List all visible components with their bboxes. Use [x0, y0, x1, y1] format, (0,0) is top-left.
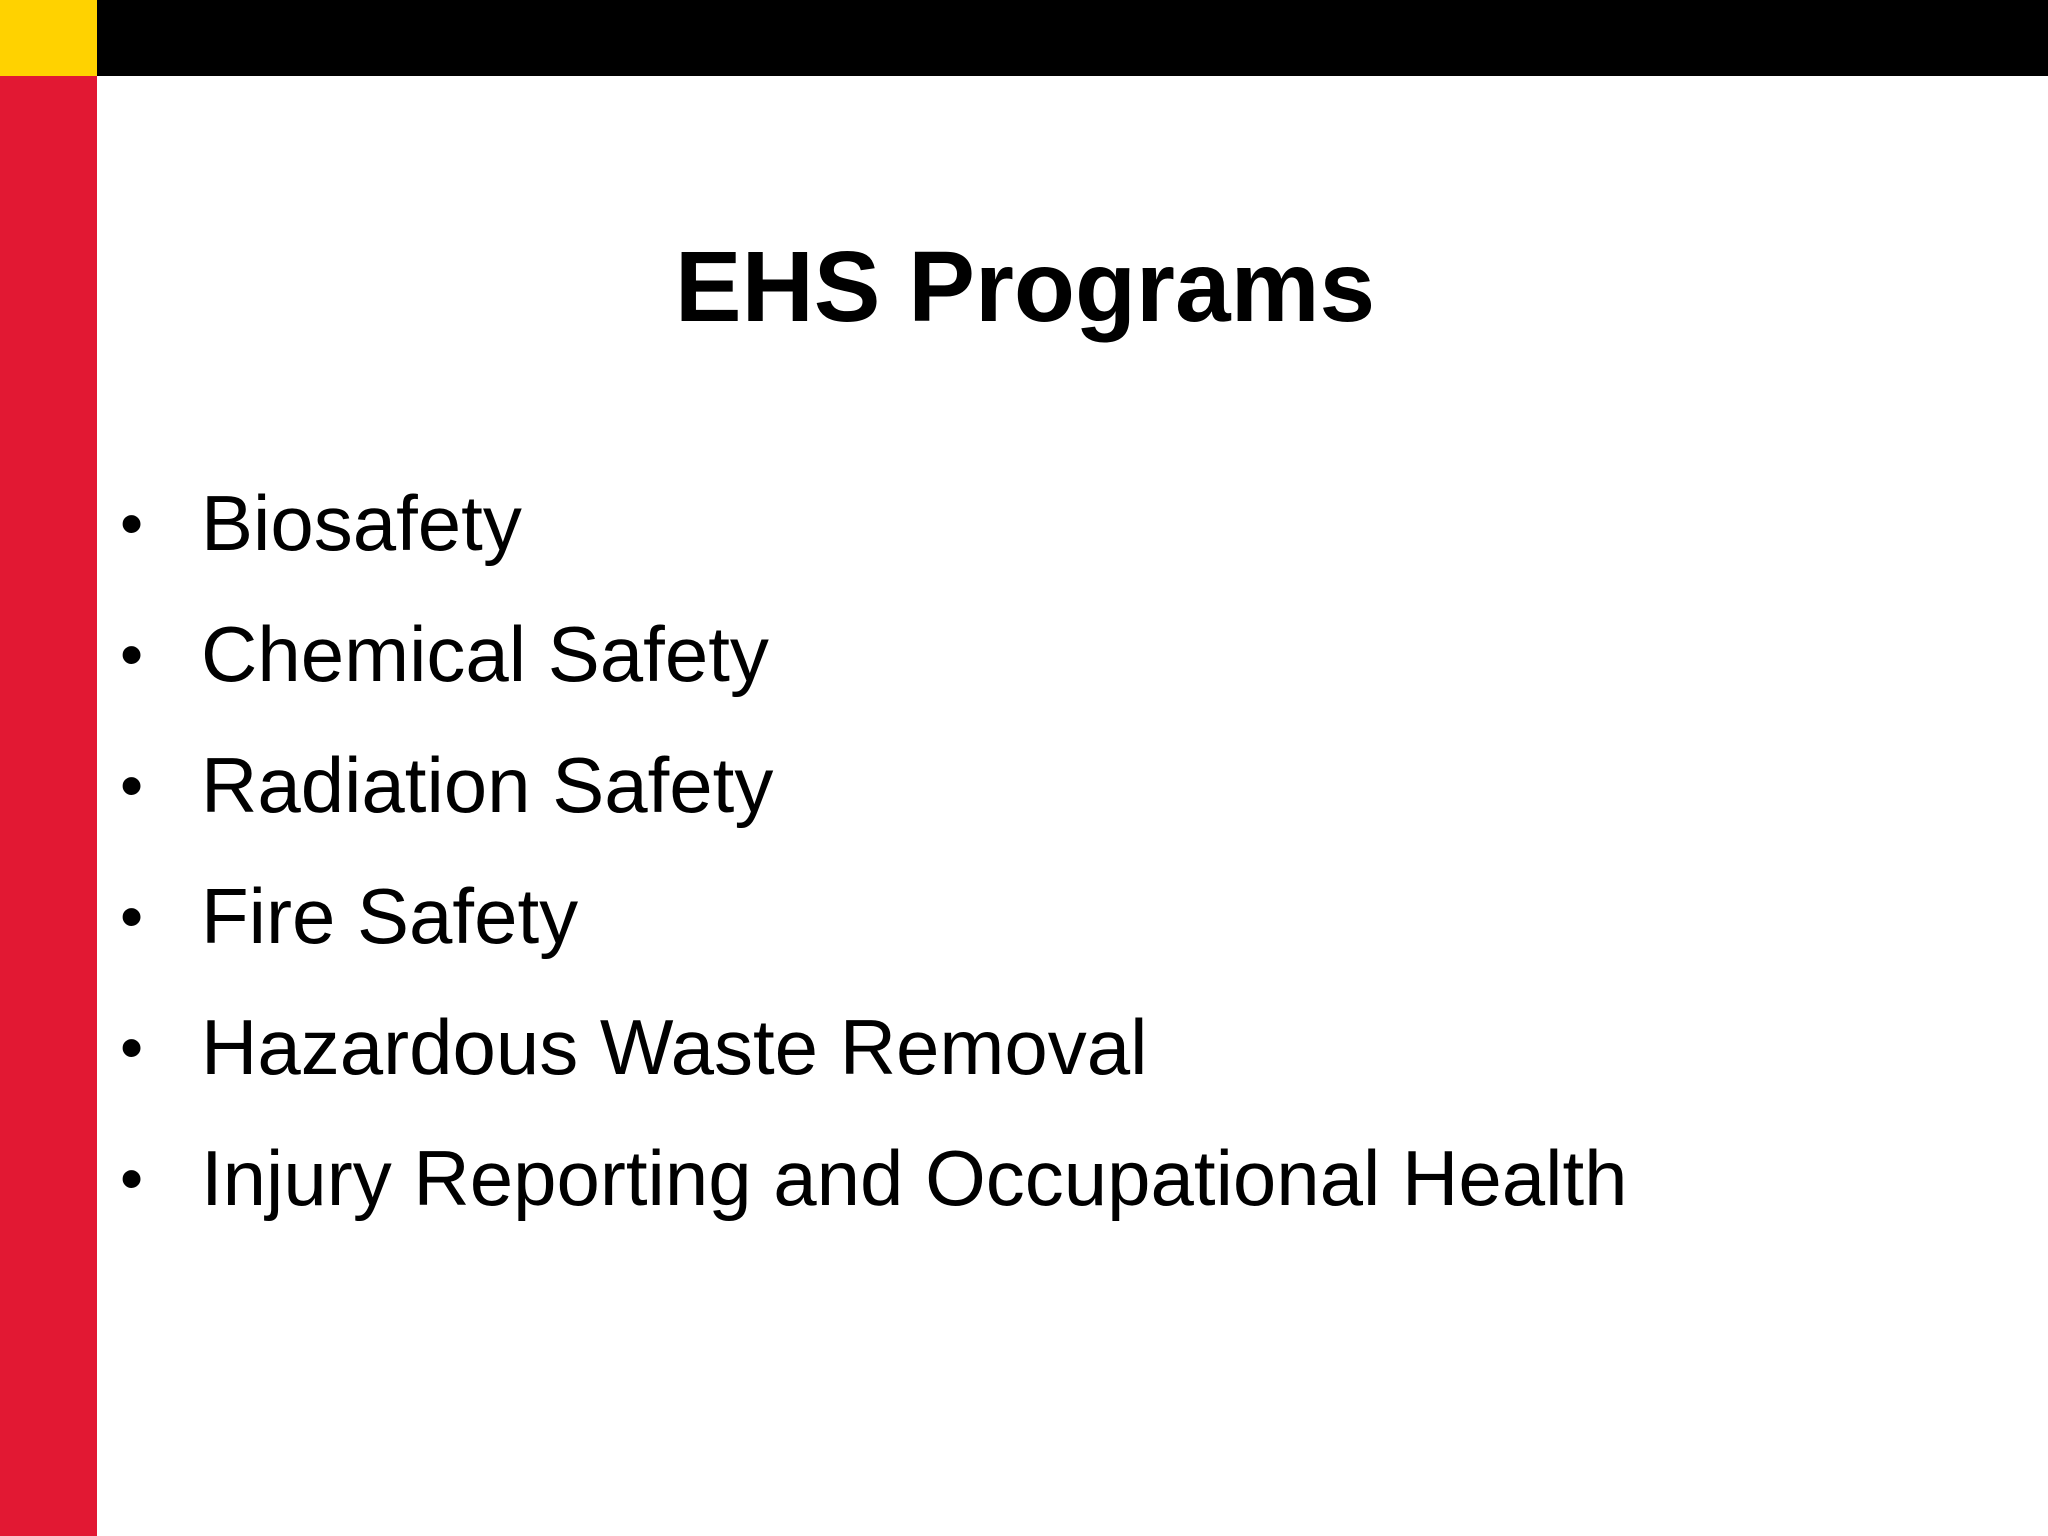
bullet-dot-icon: •: [120, 1010, 144, 1084]
bullet-text: Fire Safety: [201, 872, 579, 960]
bullet-dot-icon: •: [120, 879, 144, 953]
bullet-dot-icon: •: [120, 748, 144, 822]
bullet-text: Hazardous Waste Removal: [201, 1003, 1148, 1091]
corner-accent-block: [0, 0, 97, 76]
bullet-text: Chemical Safety: [201, 610, 769, 698]
slide-title: EHS Programs: [674, 231, 1376, 343]
bullet-text: Biosafety: [201, 479, 522, 567]
bullet-dot-icon: •: [120, 1141, 144, 1215]
bullet-item: [120, 720, 1628, 851]
bullet-item: [120, 851, 1628, 982]
bullet-text: Radiation Safety: [201, 741, 774, 829]
bullet-item: [120, 458, 1628, 589]
top-header-bar: [97, 0, 2048, 76]
bullet-dot-icon: •: [120, 486, 144, 560]
bullet-item: [120, 589, 1628, 720]
bullet-item: [120, 982, 1628, 1113]
bullet-dot-icon: •: [120, 617, 144, 691]
bullet-text: Injury Reporting and Occupational Health: [201, 1134, 1628, 1222]
left-side-bar: [0, 76, 97, 1536]
bullet-list: [120, 458, 1628, 1244]
bullet-item: [120, 1113, 1628, 1244]
